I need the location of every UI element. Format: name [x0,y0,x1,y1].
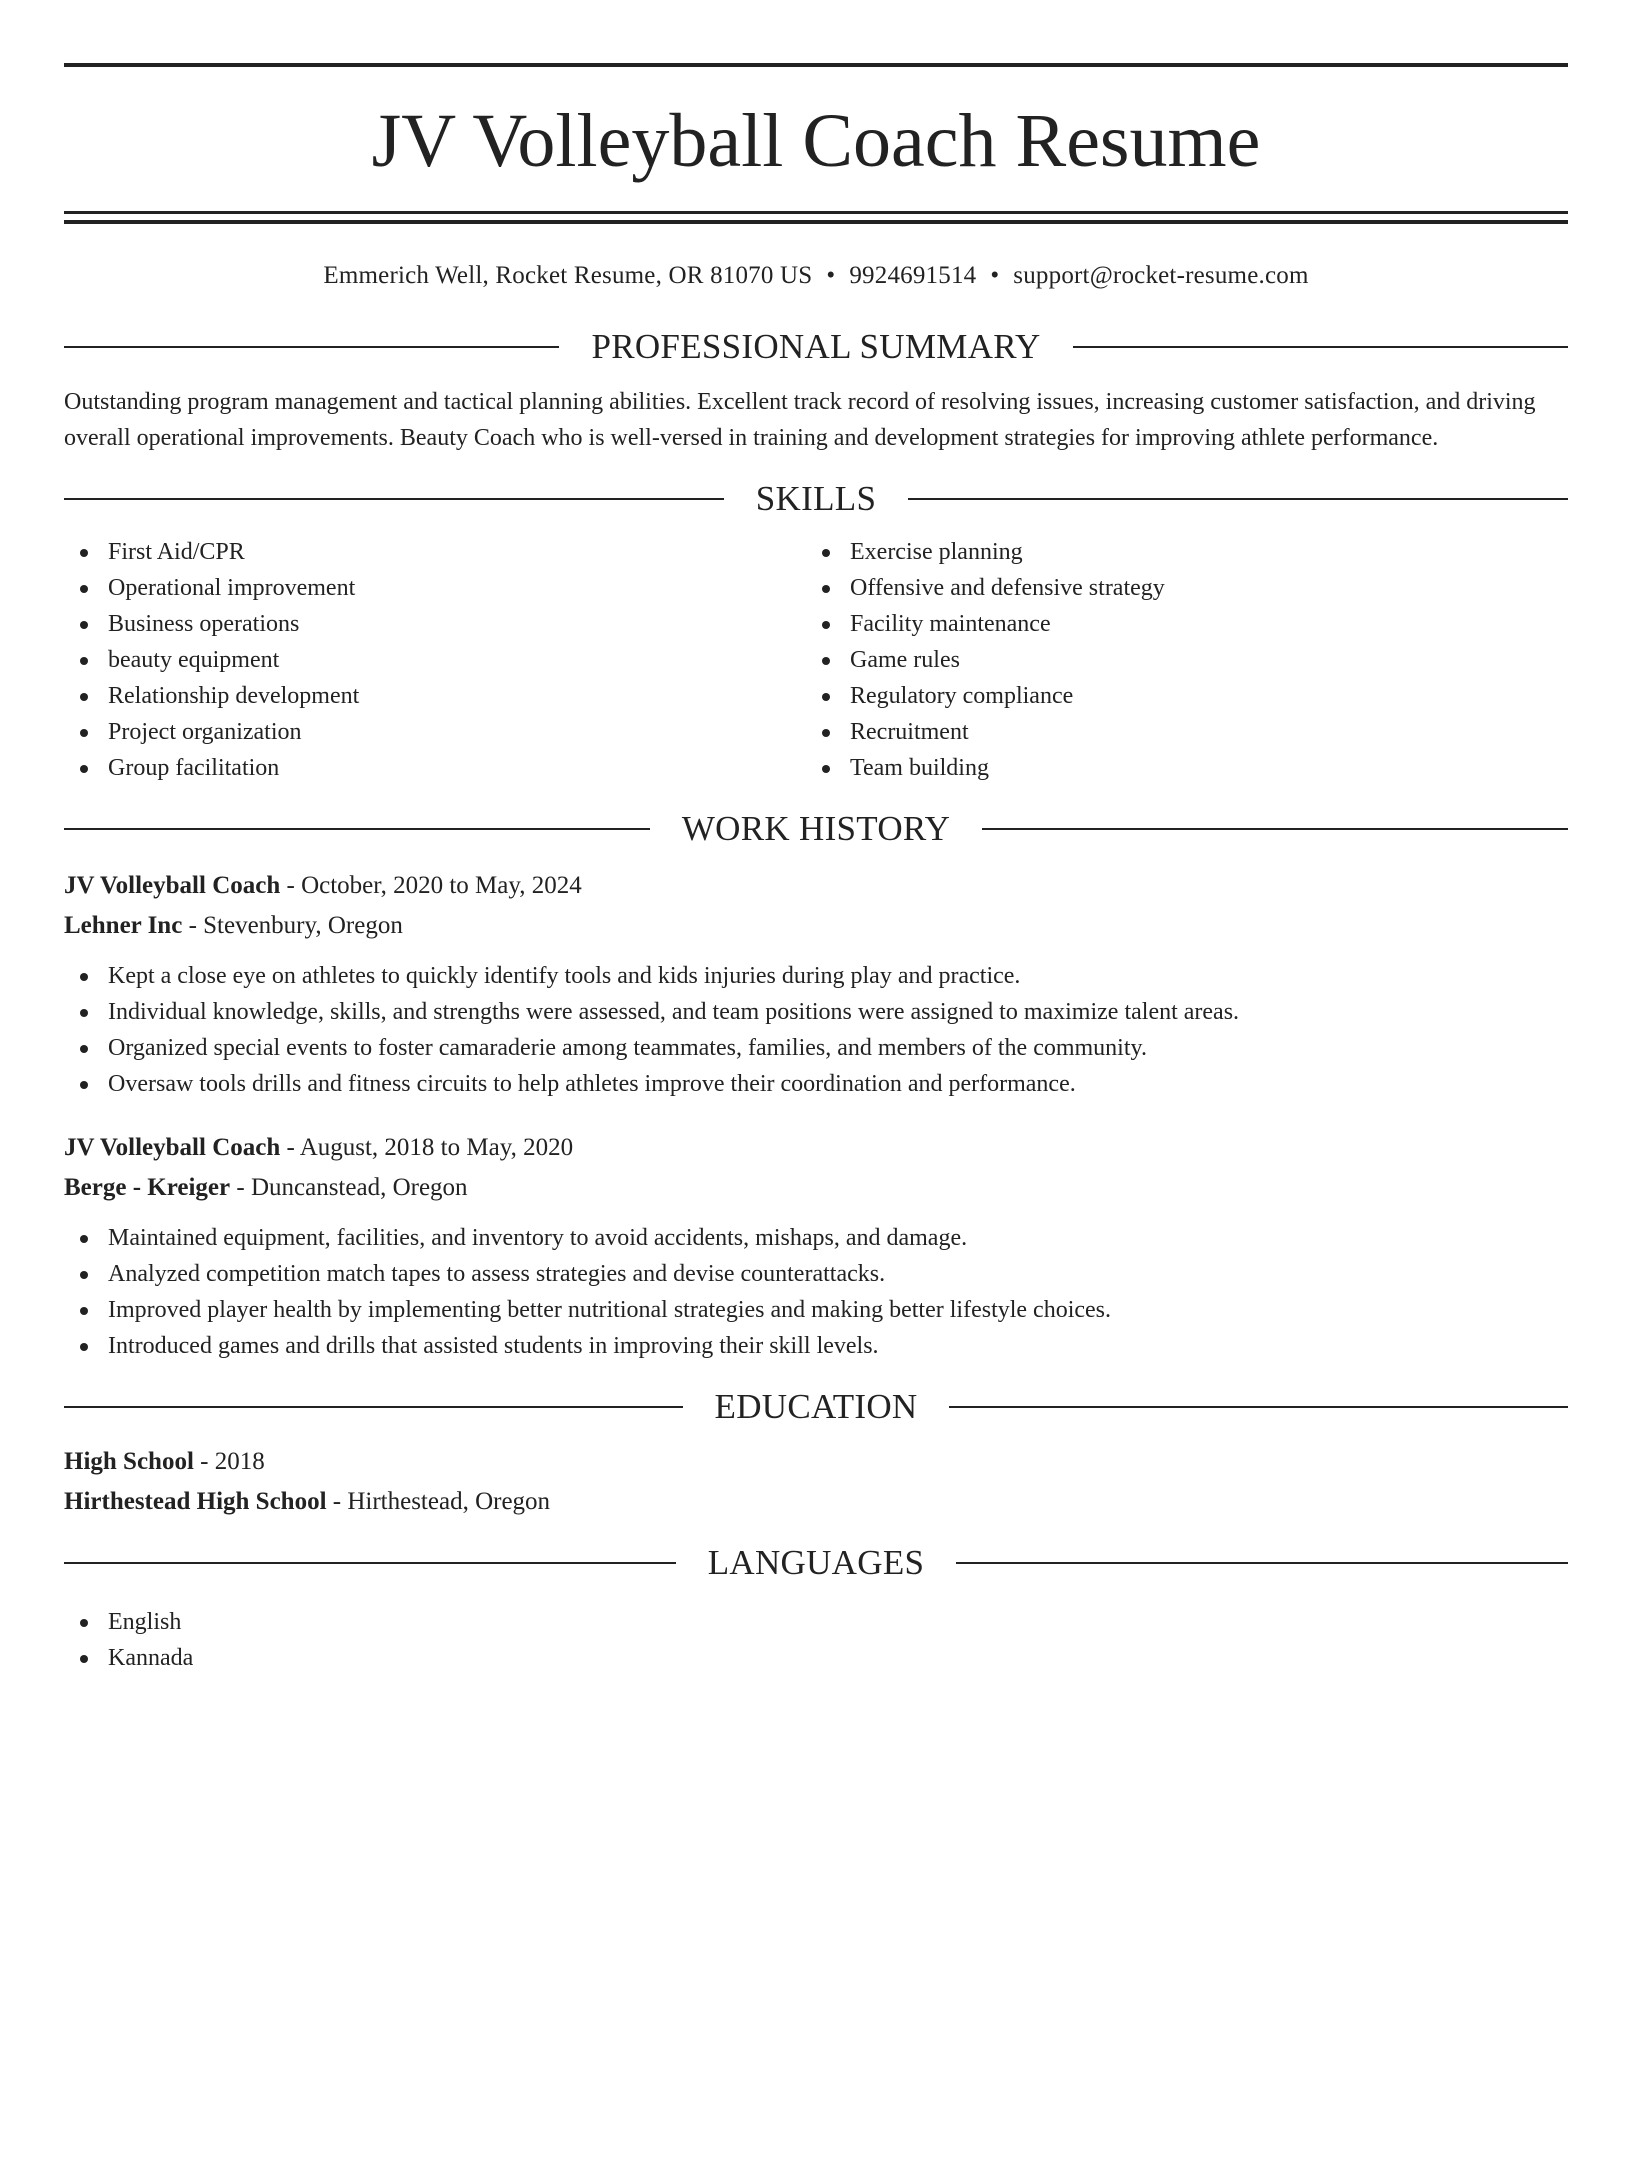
skills-list-left [64,534,806,786]
bullet-icon [80,657,88,665]
duty-text: Analyzed competition match tapes to assess strategies and devise counterattacks. [108,1261,886,1287]
skill-label: First Aid/CPR [108,539,245,565]
skill-item [806,606,1548,642]
duty-item [64,958,1568,994]
duty-text: Oversaw tools drills and fitness circuits to help athletes improve their coordination and performance. [108,1071,1076,1097]
contact-email: support@rocket-resume.com [1013,262,1309,289]
skill-label: Group facilitation [108,755,280,781]
education-school-line [64,1482,1568,1522]
bullet-icon [80,1655,88,1663]
skill-item [806,678,1548,714]
job-company: Lehner Inc [64,912,183,939]
duty-text: Individual knowledge, skills, and strengths were assessed, and team positions were assigned to maximize talent areas. [108,999,1240,1025]
summary-heading-label: PROFESSIONAL SUMMARY [591,327,1041,366]
skill-label: Offensive and defensive strategy [850,575,1165,601]
skill-item [806,534,1548,570]
contact-separator: • [990,262,1000,289]
heading-rule [64,498,724,500]
title-double-rule [64,211,1568,224]
duty-text: Maintained equipment, facilities, and inventory to avoid accidents, mishaps, and damage. [108,1225,968,1251]
bullet-icon [80,765,88,773]
education-year: - 2018 [193,1448,265,1475]
job-location: - Stevenbury, Oregon [182,912,403,939]
job-duties [64,1220,1568,1364]
job-company: Berge - Kreiger [64,1174,231,1201]
bullet-icon [80,1307,88,1315]
bullet-icon [80,729,88,737]
skill-label: Team building [850,755,989,781]
languages-list [64,1604,1568,1676]
education-heading [64,1384,1568,1430]
duty-item [64,1292,1568,1328]
bullet-icon [80,621,88,629]
duty-text: Introduced games and drills that assisted students in improving their skill levels. [108,1333,879,1359]
duty-text: Kept a close eye on athletes to quickly identify tools and kids injuries during play and practice. [108,963,1021,989]
skill-label: Regulatory compliance [850,683,1074,709]
languages-heading [64,1540,1568,1586]
skill-label: Business operations [108,611,300,637]
bullet-icon [80,549,88,557]
skills-heading [64,476,1568,522]
heading-rule [64,1562,676,1564]
work-heading [64,806,1568,852]
summary-text: Outstanding program management and tactical planning abilities. Excellent track record of resolving issues, increasing customer satisfaction, and driving overall operational improvements. Beauty Coach who is well-versed in training and development strategies for improving athlete performance. [64,389,1536,451]
job-location: - Duncanstead, Oregon [230,1174,468,1201]
bullet-icon [822,585,830,593]
bullet-icon [80,973,88,981]
skill-item [64,714,806,750]
education-location: - Hirthestead, Oregon [326,1488,551,1515]
skill-item [64,642,806,678]
skill-label: Game rules [850,647,960,673]
bullet-icon [80,693,88,701]
heading-rule [956,1562,1568,1564]
skill-item [64,570,806,606]
bullet-icon [822,657,830,665]
bullet-icon [80,1343,88,1351]
language-item [64,1604,1568,1640]
skill-label: beauty equipment [108,647,280,673]
bullet-icon [80,1271,88,1279]
bullet-icon [822,621,830,629]
job-title: JV Volleyball Coach [64,1134,281,1161]
duty-text: Organized special events to foster camaraderie among teammates, families, and members of the community. [108,1035,1147,1061]
heading-rule [64,828,650,830]
bullet-icon [80,1009,88,1017]
job-title-line [64,866,1568,906]
duty-item [64,994,1568,1030]
contact-line [64,258,1568,294]
skill-label: Operational improvement [108,575,356,601]
resume-title: JV Volleyball Coach Resume [371,99,1261,183]
skill-item [64,678,806,714]
heading-rule [64,1406,683,1408]
education-entry [64,1442,1568,1522]
duty-item [64,1066,1568,1102]
language-label: English [108,1609,182,1635]
duty-item [64,1220,1568,1256]
skill-item [64,750,806,786]
skill-item [64,606,806,642]
heading-rule [908,498,1568,500]
top-rule [64,63,1568,67]
bullet-icon [822,729,830,737]
job-duties [64,958,1568,1102]
skill-item [806,570,1548,606]
resume-page [0,63,1632,2175]
heading-rule [64,346,559,348]
skill-label: Recruitment [850,719,969,745]
education-degree-line [64,1442,1568,1482]
bullet-icon [80,1235,88,1243]
job-dates: - October, 2020 to May, 2024 [280,872,582,899]
skills-heading-label: SKILLS [755,479,877,518]
bullet-icon [80,1619,88,1627]
education-school: Hirthestead High School [64,1488,327,1515]
bullet-icon [80,1081,88,1089]
heading-rule [949,1406,1568,1408]
bullet-icon [80,1045,88,1053]
skill-label: Facility maintenance [850,611,1051,637]
duty-item [64,1328,1568,1364]
duty-item [64,1256,1568,1292]
skill-item [806,642,1548,678]
skill-label: Exercise planning [850,539,1023,565]
bullet-icon [80,585,88,593]
languages-heading-label: LANGUAGES [707,1543,925,1582]
bullet-icon [822,693,830,701]
work-heading-label: WORK HISTORY [681,809,951,848]
heading-rule [1073,346,1568,348]
skill-label: Project organization [108,719,302,745]
heading-rule [982,828,1568,830]
job-entry [64,1128,1568,1364]
education-degree: High School [64,1448,194,1475]
skills-grid [64,534,1568,786]
skills-list-right [806,534,1548,786]
job-title: JV Volleyball Coach [64,872,281,899]
language-item [64,1640,1568,1676]
contact-address: Emmerich Well, Rocket Resume, OR 81070 US [323,262,813,289]
job-entry [64,866,1568,1102]
duty-item [64,1030,1568,1066]
job-title-line [64,1128,1568,1168]
job-company-line [64,1168,1568,1208]
skill-item [64,534,806,570]
summary-heading [64,324,1568,370]
duty-text: Improved player health by implementing better nutritional strategies and making better lifestyle choices. [108,1297,1112,1323]
contact-separator: • [826,262,836,289]
bullet-icon [822,549,830,557]
skill-item [806,714,1548,750]
skill-label: Relationship development [108,683,360,709]
skill-item [806,750,1548,786]
job-company-line [64,906,1568,946]
contact-phone: 9924691514 [849,262,977,289]
education-heading-label: EDUCATION [714,1387,918,1426]
language-label: Kannada [108,1645,194,1671]
job-dates: - August, 2018 to May, 2020 [280,1134,574,1161]
bullet-icon [822,765,830,773]
